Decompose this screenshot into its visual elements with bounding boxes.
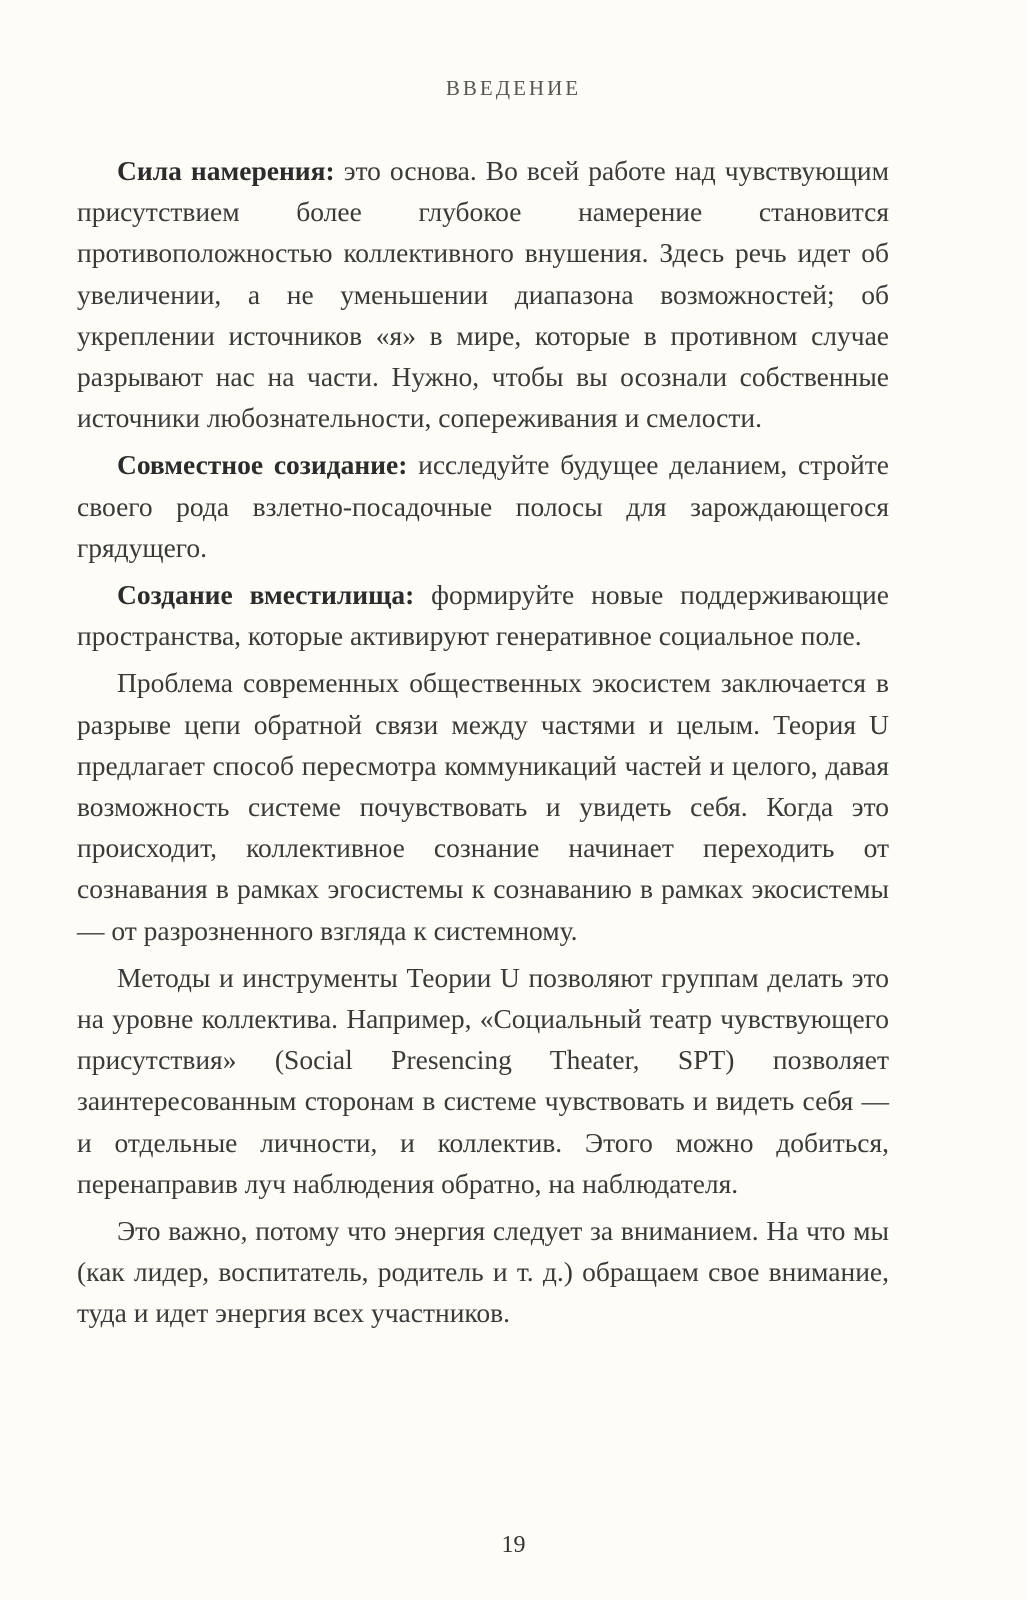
paragraph bbox=[77, 150, 889, 438]
paragraph bbox=[77, 1210, 889, 1334]
page-number: 19 bbox=[501, 1532, 526, 1558]
body-text bbox=[77, 150, 889, 1340]
paragraph-text: Проблема современных общественных экосистем заключается в разрыве цепи обратной связи между частями и целым. Теория U предлагает способ пересмотра коммуникаций частей и целого, давая возможность системе почувствовать и увидеть себя. Когда это происходит, коллективное сознание начинает переходить от сознавания в рамках эгосистемы к сознаванию в рамках экосистемы — от разрозненного взгляда к системному. bbox=[77, 667, 889, 946]
paragraph-text: Методы и инструменты Теории U позволяют группам делать это на уровне коллектива. Например, «Социальный театр чувствующего присутствия» (Social Presencing Theater, SPT) позволяет заинтересованным сторонам в системе чувствовать и видеть себя — и отдельные личности, и коллектив. Этого можно добиться, перенаправив луч наблюдения обратно, на наблюдателя. bbox=[77, 961, 889, 1199]
paragraph-text: Это важно, потому что энергия следует за вниманием. На что мы (как лидер, воспитатель, родитель и т. д.) обращаем свое внимание, туда и идет энергия всех участников. bbox=[77, 1215, 889, 1329]
paragraph bbox=[77, 574, 889, 656]
paragraph-lead: Совместное созидание: bbox=[117, 449, 408, 481]
paragraph bbox=[77, 662, 889, 950]
paragraph bbox=[77, 957, 889, 1204]
paragraph-text: это основа. Во всей работе над чувствующим присутствием более глубокое намерение становится противоположностью коллективного внушения. Здесь речь идет об увеличении, а не уменьшении диапазона возможностей; об укреплении источников «я» в мире, которые в противном случае разрывают нас на части. Нужно, чтобы вы осознали собственные источники любознательности, сопереживания и смелости. bbox=[77, 155, 889, 434]
paragraph-lead: Сила намерения: bbox=[117, 155, 335, 186]
paragraph bbox=[77, 444, 889, 568]
paragraph-text: исследуйте будущее деланием, стройте своего рода взлетно-посадочные полосы для зарождающегося грядущего. bbox=[77, 449, 889, 563]
running-head: ВВЕДЕНИЕ bbox=[445, 76, 582, 100]
paragraph-lead: Создание вместилища: bbox=[117, 579, 415, 611]
paragraph-text: формируйте новые поддерживающие пространства, которые активируют генеративное социальное поле. bbox=[77, 579, 889, 652]
